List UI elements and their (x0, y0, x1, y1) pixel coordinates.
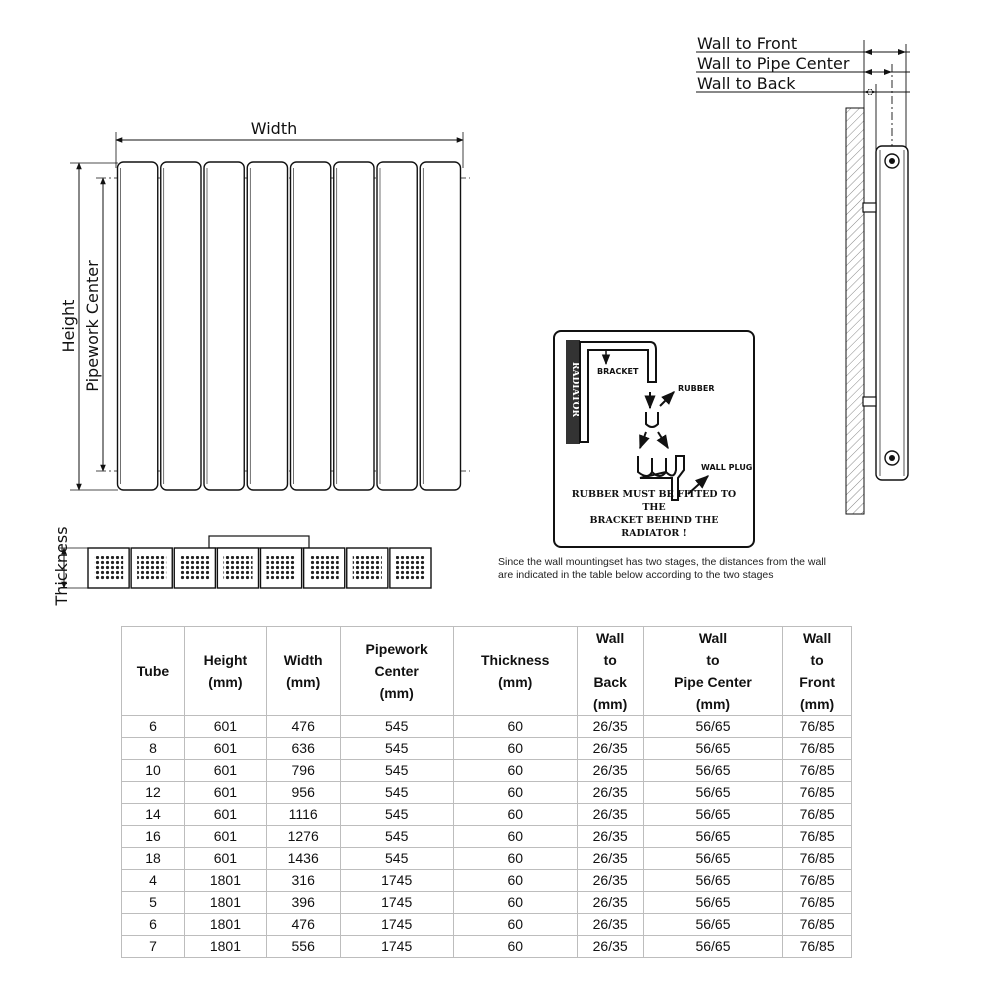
column-header (643, 627, 783, 716)
table-cell: 26/35 (577, 936, 643, 958)
radiator-tube (204, 162, 244, 490)
table-cell: 556 (266, 936, 340, 958)
radiator-tube (291, 162, 331, 490)
wall-to-front-label: Wall to Front (697, 34, 798, 53)
upper-wall-bracket (863, 203, 876, 212)
side-radiator-body (876, 146, 908, 480)
table-cell: 545 (340, 782, 453, 804)
table-cell: 1801 (185, 870, 267, 892)
table-cell: 60 (453, 870, 577, 892)
table-cell: 60 (453, 892, 577, 914)
table-cell: 56/65 (643, 826, 783, 848)
radiator-label: RADIATOR (570, 362, 580, 417)
table-cell: 601 (185, 760, 267, 782)
table-cell: 76/85 (783, 782, 852, 804)
height-label: Height (59, 299, 78, 353)
table-cell: 1436 (266, 848, 340, 870)
table-cell: 76/85 (783, 870, 852, 892)
table-cell: 796 (266, 760, 340, 782)
table-cell: 545 (340, 848, 453, 870)
top-view (52, 526, 431, 606)
table-cell: 1745 (340, 892, 453, 914)
table-cell: 396 (266, 892, 340, 914)
table-row (122, 936, 852, 958)
column-header-line: (mm) (208, 674, 243, 690)
table-row (122, 804, 852, 826)
table-row (122, 892, 852, 914)
column-header-line: (mm) (498, 674, 533, 690)
table-cell: 5 (122, 892, 185, 914)
table-cell: 7 (122, 936, 185, 958)
column-header-line: (mm) (286, 674, 321, 690)
warning-line-2: BRACKET BEHIND THE RADIATOR ! (589, 515, 719, 539)
column-header-line: Tube (136, 663, 170, 679)
wall-to-pipe-center-label: Wall to Pipe Center (697, 54, 850, 73)
column-header-line: Wall (802, 630, 832, 646)
front-view (59, 119, 470, 490)
column-header-line: Center (374, 663, 419, 679)
table-cell: 6 (122, 914, 185, 936)
mounting-note: Since the wall mountingset has two stages, the distances from the wall are indicated in the table below according to the two stages (498, 556, 827, 581)
table-cell: 1801 (185, 936, 267, 958)
table-cell: 56/65 (643, 782, 783, 804)
column-header-line: Width (283, 652, 323, 668)
table-row (122, 870, 852, 892)
table-cell: 14 (122, 804, 185, 826)
table-cell: 26/35 (577, 716, 643, 738)
table-cell: 56/65 (643, 914, 783, 936)
bracket-label: BRACKET (597, 367, 639, 376)
column-header-line: to (706, 652, 720, 668)
table-cell: 76/85 (783, 804, 852, 826)
table-row (122, 716, 852, 738)
spec-table-header (122, 627, 852, 716)
rubber-label: RUBBER (678, 384, 715, 393)
column-header-line: Back (593, 674, 627, 690)
table-row (122, 848, 852, 870)
table-cell: 8 (122, 738, 185, 760)
pipework-center-label: Pipework Center (83, 260, 102, 392)
tube-fin-fill (180, 556, 209, 580)
table-cell: 601 (185, 826, 267, 848)
table-cell: 56/65 (643, 804, 783, 826)
spec-table-body (122, 716, 852, 958)
table-cell: 12 (122, 782, 185, 804)
table-cell: 26/35 (577, 760, 643, 782)
column-header-line: Pipework (365, 641, 428, 657)
table-cell: 56/65 (643, 738, 783, 760)
table-cell: 76/85 (783, 892, 852, 914)
column-header (577, 627, 643, 716)
table-cell: 545 (340, 760, 453, 782)
table-cell: 76/85 (783, 848, 852, 870)
lower-wall-bracket (863, 397, 876, 406)
tube-cross-sections (88, 548, 431, 588)
column-header-line: Wall (596, 630, 625, 646)
column-header (185, 627, 267, 716)
column-header (783, 627, 852, 716)
tube-fin-fill (137, 556, 166, 580)
table-cell: 60 (453, 826, 577, 848)
radiator-tube (377, 162, 417, 490)
table-row (122, 914, 852, 936)
table-cell: 56/65 (643, 848, 783, 870)
table-cell: 26/35 (577, 826, 643, 848)
column-header-line: (mm) (800, 696, 835, 712)
table-cell: 26/35 (577, 870, 643, 892)
table-cell: 6 (122, 716, 185, 738)
table-cell: 76/85 (783, 716, 852, 738)
table-cell: 76/85 (783, 760, 852, 782)
radiator-tubes (118, 162, 461, 490)
table-cell: 476 (266, 716, 340, 738)
column-header-line: Wall (698, 630, 728, 646)
table-row (122, 782, 852, 804)
radiator-tube (161, 162, 201, 490)
table-cell: 60 (453, 716, 577, 738)
table-cell: 636 (266, 738, 340, 760)
top-bracket (209, 536, 309, 548)
table-cell: 26/35 (577, 892, 643, 914)
table-cell: 56/65 (643, 936, 783, 958)
table-cell: 60 (453, 804, 577, 826)
table-cell: 76/85 (783, 826, 852, 848)
table-cell: 76/85 (783, 914, 852, 936)
table-cell: 26/35 (577, 848, 643, 870)
table-row (122, 760, 852, 782)
column-header (122, 627, 185, 716)
table-cell: 26/35 (577, 804, 643, 826)
table-cell: 16 (122, 826, 185, 848)
table-cell: 60 (453, 738, 577, 760)
table-cell: 1801 (185, 892, 267, 914)
tube-fin-fill (396, 556, 425, 580)
table-cell: 56/65 (643, 760, 783, 782)
column-header-line: Height (203, 652, 248, 668)
table-cell: 601 (185, 738, 267, 760)
table-cell: 26/35 (577, 914, 643, 936)
table-cell: 60 (453, 914, 577, 936)
table-cell: 60 (453, 848, 577, 870)
wall-plug-label: WALL PLUG (701, 463, 753, 472)
installation-detail-frame (553, 330, 755, 548)
radiator-tube (420, 162, 460, 490)
radiator-tube (118, 162, 158, 490)
table-cell: 60 (453, 936, 577, 958)
table-cell: 26/35 (577, 782, 643, 804)
table-cell: 956 (266, 782, 340, 804)
column-header-line: (mm) (379, 685, 414, 701)
warning-line-1: RUBBER MUST BE FITTED TO THE (571, 489, 737, 513)
table-cell: 316 (266, 870, 340, 892)
rubber-warning (561, 488, 747, 540)
table-cell: 601 (185, 782, 267, 804)
thickness-label: Thickness (52, 526, 71, 606)
tube-fin-fill (353, 556, 382, 580)
table-cell: 545 (340, 826, 453, 848)
column-header-line: Thickness (480, 652, 550, 668)
table-cell: 545 (340, 804, 453, 826)
table-cell: 56/65 (643, 870, 783, 892)
tube-fin-fill (223, 556, 252, 580)
table-cell: 545 (340, 716, 453, 738)
column-header-line: to (603, 652, 617, 668)
table-cell: 1116 (266, 804, 340, 826)
table-cell: 26/35 (577, 738, 643, 760)
column-header (453, 627, 577, 716)
table-cell: 60 (453, 760, 577, 782)
column-header-line: Front (799, 674, 835, 690)
radiator-tube (334, 162, 374, 490)
tube-fin-fill (310, 556, 339, 580)
table-cell: 1801 (185, 914, 267, 936)
table-cell: 76/85 (783, 936, 852, 958)
table-cell: 56/65 (643, 892, 783, 914)
table-cell: 545 (340, 738, 453, 760)
table-cell: 60 (453, 782, 577, 804)
table-cell: 1745 (340, 914, 453, 936)
table-cell: 56/65 (643, 716, 783, 738)
table-cell: 476 (266, 914, 340, 936)
table-cell: 1276 (266, 826, 340, 848)
column-header-line: to (810, 652, 824, 668)
column-header (266, 627, 340, 716)
table-cell: 601 (185, 716, 267, 738)
column-header-line: Pipe Center (674, 674, 752, 690)
column-header (340, 627, 453, 716)
radiator-tube (247, 162, 287, 490)
column-header-line: (mm) (593, 696, 628, 712)
table-cell: 1745 (340, 870, 453, 892)
column-header-line: (mm) (695, 696, 731, 712)
table-cell: 4 (122, 870, 185, 892)
spec-table (121, 626, 852, 958)
table-cell: 76/85 (783, 738, 852, 760)
wall-to-back-label: Wall to Back (697, 74, 796, 93)
table-cell: 601 (185, 804, 267, 826)
tube-fin-fill (267, 556, 296, 580)
wall (846, 108, 864, 514)
table-row (122, 738, 852, 760)
tube-fin-fill (94, 556, 123, 580)
table-cell: 601 (185, 848, 267, 870)
table-cell: 1745 (340, 936, 453, 958)
table-row (122, 826, 852, 848)
width-label: Width (250, 119, 298, 138)
table-cell: 10 (122, 760, 185, 782)
table-cell: 18 (122, 848, 185, 870)
